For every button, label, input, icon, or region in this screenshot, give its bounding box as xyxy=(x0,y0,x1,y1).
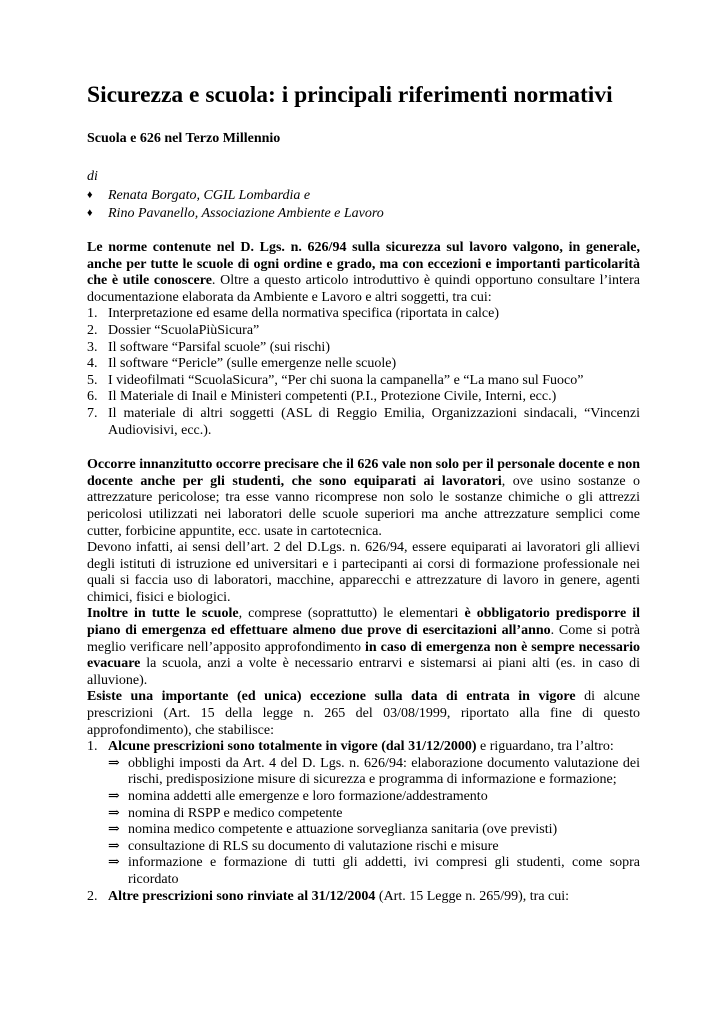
equiparati-paragraph: Devono infatti, ai sensi dell’art. 2 del D.Lgs. n. 626/94, essere equiparati ai lavoratori gli allievi degli istituti di istruzione ed universitari e i partecipanti ai corsi di formazione professionale nei quali si faccia uso di laboratori, macchine, apparecchi e attrezzature di lavoro in genere, agenti chimici, fisici e biologici. xyxy=(87,540,640,605)
list-item: 5. I videofilmati “ScuolaSicura”, “Per chi suona la campanella” e “La mano sul Fuoco” xyxy=(87,372,584,388)
documentation-list xyxy=(87,306,640,439)
list-item: 4. Il software “Pericle” (sulle emergenze nelle scuole) xyxy=(87,356,397,372)
emergency-paragraph: Inoltre in tutte le scuole, comprese (soprattutto) le elementari è obbligatorio predisporre il piano di emergenza ed effettuare almeno due prove di esercitazioni all’anno. Come si potrà meglio verificare nell’apposito approfondimento in caso di emergenza non è sempre necessario evacuare la scuola, anzi a volte è necessario entrarvi e sistemarsi ai piani alti (es. in caso di alluvione). xyxy=(87,606,641,688)
exception-paragraph: Esiste una importante (ed unica) eccezione sulla data di entrata in vigore di alcune prescrizioni (Art. 15 della legge n. 265 del 03/08/1999, riportato alla fine di questo approfondimento), che stabilisce: xyxy=(87,689,641,738)
intro-paragraph: Le norme contenute nel D. Lgs. n. 626/94 sulla sicurezza sul lavoro valgono, in generale, anche per tutte le scuole di ogni ordine e grado, ma con eccezioni e importanti particolarità che è utile conoscere. Oltre a questo articolo introduttivo è quindi opportuno consultare l’intera documentazione elaborata da Ambiente e Lavoro e altri soggetti, tra cui: xyxy=(87,240,640,305)
right-arrow-icon: ⇒ xyxy=(108,805,120,821)
list-item: 1. Interpretazione ed esame della normativa specifica (riportata in calce) xyxy=(87,306,500,322)
diamond-bullet-icon: ♦ xyxy=(87,189,93,201)
author-item: ♦ Rino Pavanello, Associazione Ambiente e Lavoro xyxy=(87,205,384,221)
right-arrow-icon: ⇒ xyxy=(108,838,120,854)
prescription-sublist xyxy=(87,756,640,889)
vigore-list xyxy=(87,739,640,756)
vigore-list-continued xyxy=(87,889,640,906)
right-arrow-icon: ⇒ xyxy=(108,755,120,771)
author-item: ♦ Renata Borgato, CGIL Lombardia e xyxy=(87,188,311,203)
author-list xyxy=(87,187,640,222)
list-item: 3. Il software “Parsifal scuole” (sui rischi) xyxy=(87,339,330,355)
right-arrow-icon: ⇒ xyxy=(108,855,120,871)
diamond-bullet-icon: ♦ xyxy=(87,206,93,219)
students-paragraph: Occorre innanzitutto occorre precisare che il 626 vale non solo per il personale docente e non docente anche per gli studenti, che sono equiparati ai lavoratori, ove usino sostanze o attrezzature pericolose; tra esse vanno ricomprese non solo le sostanze chimiche o gli attrezzi pericolosi utilizzati nei laboratori delle scuole superiori ma anche attrezzature semplici come cutter, forbicine appuntite, ecc. usate in cartotecnica. xyxy=(87,457,641,539)
list-item: ⇒ consultazione di RLS su documento di valutazione rischi e misure xyxy=(108,838,499,854)
list-item: ⇒ informazione e formazione di tutti gli addetti, ivi compresi gli studenti, come sopra ricordato xyxy=(108,855,640,887)
document-subtitle: Scuola e 626 nel Terzo Millennio xyxy=(87,131,281,146)
list-item: 7. Il materiale di altri soggetti (ASL di Reggio Emilia, Organizzazioni sindacali, “Vincenzi Audiovisivi, ecc.). xyxy=(87,405,640,438)
list-item: 2. Dossier “ScuolaPiùSicura” xyxy=(87,322,260,338)
list-item: ⇒ nomina di RSPP e medico competente xyxy=(108,805,343,821)
byline-di: di xyxy=(87,169,98,184)
list-item: 2. Altre prescrizioni sono rinviate al 31/12/2004 (Art. 15 Legge n. 265/99), tra cui: xyxy=(87,888,570,904)
list-item: 6. Il Materiale di Inail e Ministeri competenti (P.I., Protezione Civile, Interni, ecc.) xyxy=(87,389,557,405)
right-arrow-icon: ⇒ xyxy=(108,789,120,804)
right-arrow-icon: ⇒ xyxy=(108,822,120,838)
document-page xyxy=(87,80,640,905)
list-item: ⇒ nomina addetti alle emergenze e loro formazione/addestramento xyxy=(108,789,488,804)
list-item: ⇒ nomina medico competente e attuazione sorveglianza sanitaria (ove previsti) xyxy=(108,822,558,838)
list-item: 1. Alcune prescrizioni sono totalmente in vigore (dal 31/12/2000) e riguardano, tra l’altro: xyxy=(87,739,614,755)
document-title: Sicurezza e scuola: i principali riferimenti normativi xyxy=(87,82,613,108)
list-item: ⇒ obblighi imposti da Art. 4 del D. Lgs. n. 626/94: elaborazione documento valutazione dei rischi, predisposizione misure di sicurezza e programma di informazione e formazione; xyxy=(108,755,640,788)
